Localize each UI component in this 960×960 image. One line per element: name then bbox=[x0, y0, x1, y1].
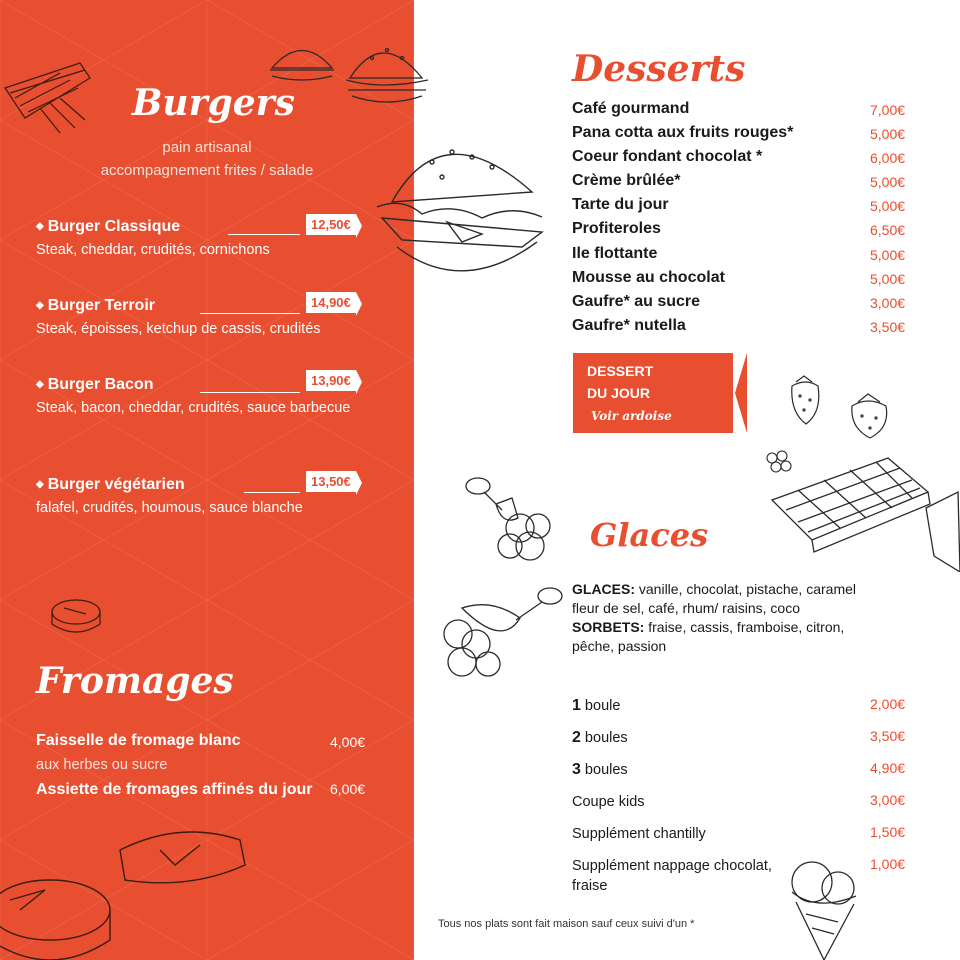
dessert-price: 5,00€ bbox=[870, 126, 906, 142]
burger-classique-name: ◆ Burger Classique bbox=[36, 218, 181, 235]
glace-count: 3 bbox=[572, 761, 581, 778]
desserts-title: Desserts bbox=[572, 48, 746, 90]
burger-classique-desc: Steak, cheddar, crudités, cornichons bbox=[36, 242, 270, 258]
dessert-price: 3,00€ bbox=[870, 295, 906, 311]
dessert-name: Profiteroles bbox=[572, 220, 661, 237]
burger-bacon-price: 13,90€ bbox=[304, 370, 356, 391]
bullet-icon: ◆ bbox=[36, 300, 44, 311]
dessert-name: Gaufre* au sucre bbox=[572, 293, 701, 310]
glaces-flavours bbox=[572, 580, 872, 656]
bullet-icon: ◆ bbox=[36, 379, 44, 390]
fromage-assiette-price: 6,00€ bbox=[330, 781, 366, 797]
cheese-sketch-icon bbox=[0, 810, 260, 960]
dessert-name: Gaufre* nutella bbox=[572, 317, 686, 334]
footnote: Tous nos plats sont fait maison sauf ceux suivi d'un * bbox=[438, 918, 695, 930]
glace-name: boules bbox=[580, 762, 628, 778]
bullet-icon: ◆ bbox=[36, 479, 44, 490]
ice-cream-cup-sketch-icon bbox=[432, 578, 572, 688]
burger-bacon-desc: Steak, bacon, cheddar, crudités, sauce barbecue bbox=[36, 400, 351, 416]
glaces-label: GLACES: bbox=[572, 581, 635, 597]
banner-line-2: DU JOUR bbox=[587, 385, 651, 401]
dessert-name: Ile flottante bbox=[572, 245, 658, 262]
bullet-icon: ◆ bbox=[36, 221, 44, 232]
dessert-price: 5,00€ bbox=[870, 174, 906, 190]
dessert-price: 6,50€ bbox=[870, 222, 906, 238]
sorbets-label: SORBETS: bbox=[572, 619, 645, 635]
glace-price: 4,90€ bbox=[870, 760, 906, 776]
waffle-sketch-icon bbox=[768, 452, 960, 572]
glace-price: 1,50€ bbox=[870, 824, 906, 840]
banner-line-1: DESSERT bbox=[587, 363, 654, 379]
dessert-name: Tarte du jour bbox=[572, 196, 669, 213]
dessert-row bbox=[572, 124, 912, 148]
glace-name: Supplément nappage chocolat, fraise bbox=[572, 858, 772, 894]
left-panel bbox=[0, 0, 414, 960]
dessert-price: 7,00€ bbox=[870, 102, 906, 118]
ice-cream-scoop-sketch-icon bbox=[776, 852, 876, 960]
glace-name: boules bbox=[580, 730, 628, 746]
burger-vegetarien-price: 13,50€ bbox=[304, 471, 356, 492]
burger-sketch-icon bbox=[372, 122, 562, 292]
dessert-price: 3,50€ bbox=[870, 319, 906, 335]
glace-price: 1,00€ bbox=[870, 856, 906, 872]
dessert-row bbox=[572, 317, 912, 341]
dessert-row bbox=[572, 269, 912, 293]
glace-price: 3,50€ bbox=[870, 728, 906, 744]
dessert-row bbox=[572, 245, 912, 269]
glace-price: 3,00€ bbox=[870, 792, 906, 808]
dessert-row bbox=[572, 172, 912, 196]
leader-line bbox=[200, 313, 300, 314]
burgers-title: Burgers bbox=[132, 82, 295, 124]
fromage-faisselle-desc: aux herbes ou sucre bbox=[36, 757, 168, 773]
banner-subtitle: Voir ardoise bbox=[591, 409, 672, 423]
burger-item-vegetarien: ◆ Burger végétarien bbox=[36, 476, 185, 493]
burger-item-terroir: ◆ Burger Terroir bbox=[36, 297, 155, 314]
cheese-slice-sketch-icon bbox=[46, 592, 106, 642]
fromage-faisselle-price: 4,00€ bbox=[330, 734, 366, 750]
fromage-faisselle-name: Faisselle de fromage blanc bbox=[36, 732, 241, 749]
strawberry-sketch-icon bbox=[782, 372, 894, 442]
fromage-assiette-name: Assiette de fromages affinés du jour bbox=[36, 781, 313, 798]
burger-terroir-price: 14,90€ bbox=[304, 292, 356, 313]
glaces-list: vanille, chocolat, pistache, caramel fleur de sel, café, rhum/ raisins, coco bbox=[572, 581, 856, 616]
dessert-row bbox=[572, 148, 912, 172]
leader-line bbox=[244, 492, 300, 493]
dessert-row bbox=[572, 220, 912, 244]
burger-terroir-desc: Steak, époisses, ketchup de cassis, crudités bbox=[36, 321, 321, 337]
glace-count: 2 bbox=[572, 729, 581, 746]
burger-item-classique bbox=[36, 218, 180, 236]
glace-price: 2,00€ bbox=[870, 696, 906, 712]
dessert-name: Crème brûlée* bbox=[572, 172, 681, 189]
burger-vegetarien-desc: falafel, crudités, houmous, sauce blanche bbox=[36, 500, 303, 516]
dessert-price: 5,00€ bbox=[870, 198, 906, 214]
dessert-price: 6,00€ bbox=[870, 150, 906, 166]
burger-item-bacon: ◆ Burger Bacon bbox=[36, 376, 154, 393]
dessert-price: 5,00€ bbox=[870, 271, 906, 287]
glace-name: Coupe kids bbox=[572, 794, 645, 810]
dessert-du-jour-banner bbox=[573, 353, 747, 433]
leader-line bbox=[228, 234, 300, 235]
dessert-name: Pana cotta aux fruits rouges* bbox=[572, 124, 794, 141]
glace-name: Supplément chantilly bbox=[572, 826, 706, 842]
dessert-name: Mousse au chocolat bbox=[572, 269, 725, 286]
dessert-row bbox=[572, 196, 912, 220]
burgers-subtitle-bread: pain artisanal bbox=[162, 139, 252, 156]
ice-cream-cup-sketch-icon bbox=[462, 470, 562, 570]
glaces-title: Glaces bbox=[590, 516, 709, 554]
fromages-title: Fromages bbox=[36, 660, 234, 702]
dessert-row bbox=[572, 293, 912, 317]
burgers-subtitle-side: accompagnement frites / salade bbox=[100, 162, 314, 179]
leader-line bbox=[200, 392, 300, 393]
dessert-name: Coeur fondant chocolat * bbox=[572, 148, 763, 165]
glace-count: 1 bbox=[572, 697, 581, 714]
dessert-price: 5,00€ bbox=[870, 247, 906, 263]
burger-classique-price: 12,50€ bbox=[304, 214, 356, 235]
fries-sketch-icon bbox=[0, 58, 95, 138]
sorbets-list: fraise, cassis, framboise, citron, pêche, passion bbox=[572, 619, 845, 654]
dessert-name: Café gourmand bbox=[572, 100, 690, 117]
dessert-row bbox=[572, 100, 912, 124]
glace-name: boule bbox=[580, 698, 621, 714]
